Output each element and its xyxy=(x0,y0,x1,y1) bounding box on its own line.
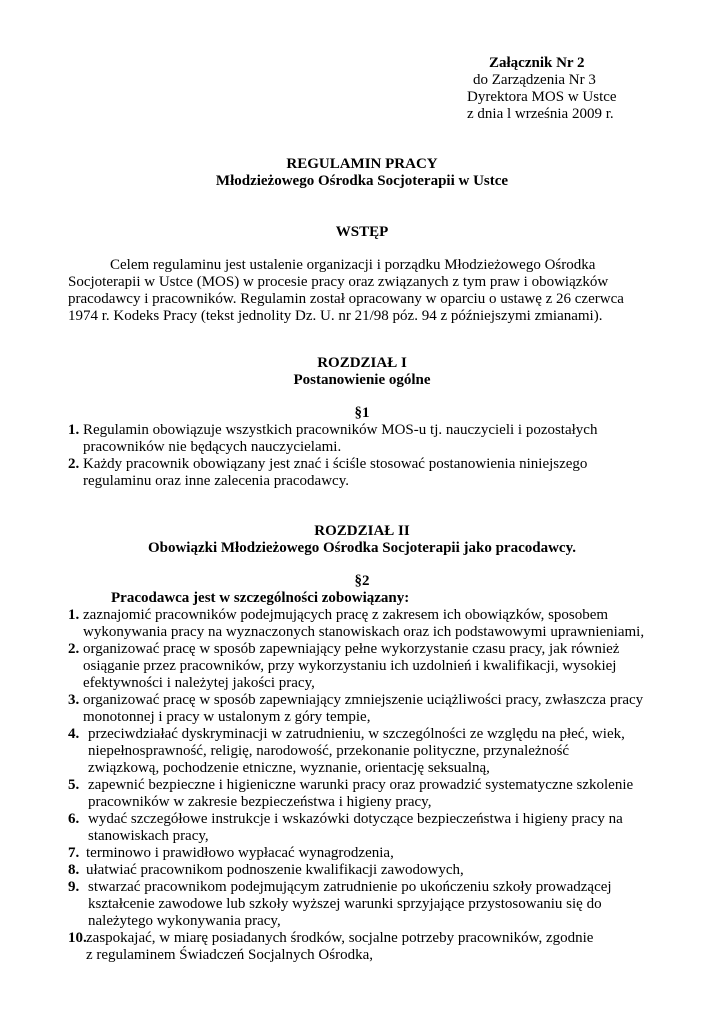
intro-line: Celem regulaminu jest ustalenie organizacji i porządku Młodzieżowego Ośrodka xyxy=(110,257,596,273)
list-item-line: niepełnosprawność, religię, narodowość, przekonanie polityczne, przynależność xyxy=(88,743,570,759)
list-number: 8. xyxy=(68,862,80,878)
list-number: 3. xyxy=(68,692,80,708)
list-number: 2. xyxy=(68,456,80,472)
list-item-line: kształcenie zawodowe lub szkoły wyższej warunki sprzyjające przystosowaniu się do xyxy=(88,896,602,912)
intro-line: Socjoterapii w Ustce (MOS) w procesie pracy oraz związanych z tym praw i obowiązków xyxy=(68,274,609,290)
attachment-line-3: Dyrektora MOS w Ustce xyxy=(467,89,617,105)
intro-heading: WSTĘP xyxy=(335,224,389,240)
list-item-line: należytego wykonywania pracy, xyxy=(88,913,281,929)
document-subtitle: Młodzieżowego Ośrodka Socjoterapii w Ustce xyxy=(215,173,509,189)
list-number: 9. xyxy=(68,879,80,895)
attachment-line-4: z dnia l września 2009 r. xyxy=(467,106,614,122)
list-item-line: przeciwdziałać dyskryminacji w zatrudnieniu, w szczególności ze względu na płeć, wiek, xyxy=(88,726,625,742)
list-item-line: ułatwiać pracownikom podnoszenie kwalifikacji zawodowych, xyxy=(86,862,464,878)
list-item-line: wydać szczegółowe instrukcje i wskazówki dotyczące bezpieczeństwa i higieny pracy na xyxy=(88,811,623,827)
list-number: 4. xyxy=(68,726,80,742)
list-number: 2. xyxy=(68,641,80,657)
attachment-line-2: do Zarządzenia Nr 3 xyxy=(473,72,596,88)
chapter-2-subheading: Obowiązki Młodzieżowego Ośrodka Socjoterapii jako pracodawcy. xyxy=(147,540,577,556)
list-number: 10. xyxy=(68,930,87,946)
list-item-line: efektywności i należytej jakości pracy, xyxy=(83,675,315,691)
attachment-title: Załącznik Nr 2 xyxy=(489,55,585,71)
intro-line: 1974 r. Kodeks Pracy (tekst jednolity Dz. U. nr 21/98 póz. 94 z późniejszymi zmianami). xyxy=(68,308,603,324)
paragraph-1-symbol: §1 xyxy=(354,405,370,421)
list-item-line: terminowo i prawidłowo wypłacać wynagrodzenia, xyxy=(86,845,394,861)
list-item-line: wykonywania pracy na wyznaczonych stanowiskach oraz ich podstawowymi uprawnieniami, xyxy=(83,624,645,640)
list-item-line: zaspokajać, w miarę posiadanych środków, socjalne potrzeby pracowników, zgodnie xyxy=(86,930,594,946)
list-item-line: z regulaminem Świadczeń Socjalnych Ośrodka, xyxy=(86,947,373,963)
list-item-line: organizować pracę w sposób zapewniający pełne wykorzystanie czasu pracy, jak również xyxy=(83,641,620,657)
list-item-line: związkową, pochodzenie etniczne, wyznanie, orientację seksualną, xyxy=(88,760,490,776)
list-item-line: Regulamin obowiązuje wszystkich pracowników MOS-u tj. nauczycieli i pozostałych xyxy=(83,422,598,438)
list-item-line: monotonnej i pracy w ustalonym z góry tempie, xyxy=(83,709,371,725)
list-item-line: pracowników w zakresie bezpieczeństwa i higieny pracy, xyxy=(88,794,432,810)
document-title: REGULAMIN PRACY xyxy=(286,156,438,172)
list-item-line: zapewnić bezpieczne i higieniczne warunki pracy oraz prowadzić systematyczne szkolenie xyxy=(88,777,634,793)
paragraph-2-symbol: §2 xyxy=(354,573,370,589)
list-number: 1. xyxy=(68,607,80,623)
chapter-2-lead: Pracodawca jest w szczególności zobowiązany: xyxy=(111,590,410,606)
list-number: 6. xyxy=(68,811,80,827)
list-item-line: regulaminu oraz inne zalecenia pracodawcy. xyxy=(83,473,349,489)
list-item-line: organizować pracę w sposób zapewniający zmniejszenie uciążliwości pracy, zwłaszcza pracy xyxy=(83,692,644,708)
list-item-line: osiąganie przez pracowników, przy wykorzystaniu ich uzdolnień i kwalifikacji, wysokiej xyxy=(83,658,617,674)
list-item-line: stwarzać pracownikom podejmującym zatrudnienie po ukończeniu szkoły prowadzącej xyxy=(88,879,612,895)
list-number: 1. xyxy=(68,422,80,438)
list-number: 5. xyxy=(68,777,80,793)
chapter-1-subheading: Postanowienie ogólne xyxy=(293,372,431,388)
list-item-line: Każdy pracownik obowiązany jest znać i ściśle stosować postanowienia niniejszego xyxy=(83,456,588,472)
chapter-1-heading: ROZDZIAŁ I xyxy=(317,355,407,371)
list-number: 7. xyxy=(68,845,80,861)
list-item-line: stanowiskach pracy, xyxy=(88,828,209,844)
intro-line: pracodawcy i pracowników. Regulamin został opracowany w oparciu o ustawę z 26 czerwca xyxy=(68,291,624,307)
chapter-2-heading: ROZDZIAŁ II xyxy=(314,523,410,539)
list-item-line: pracowników nie będących nauczycielami. xyxy=(83,439,342,455)
list-item-line: zaznajomić pracowników podejmujących pracę z zakresem ich obowiązków, sposobem xyxy=(83,607,609,623)
